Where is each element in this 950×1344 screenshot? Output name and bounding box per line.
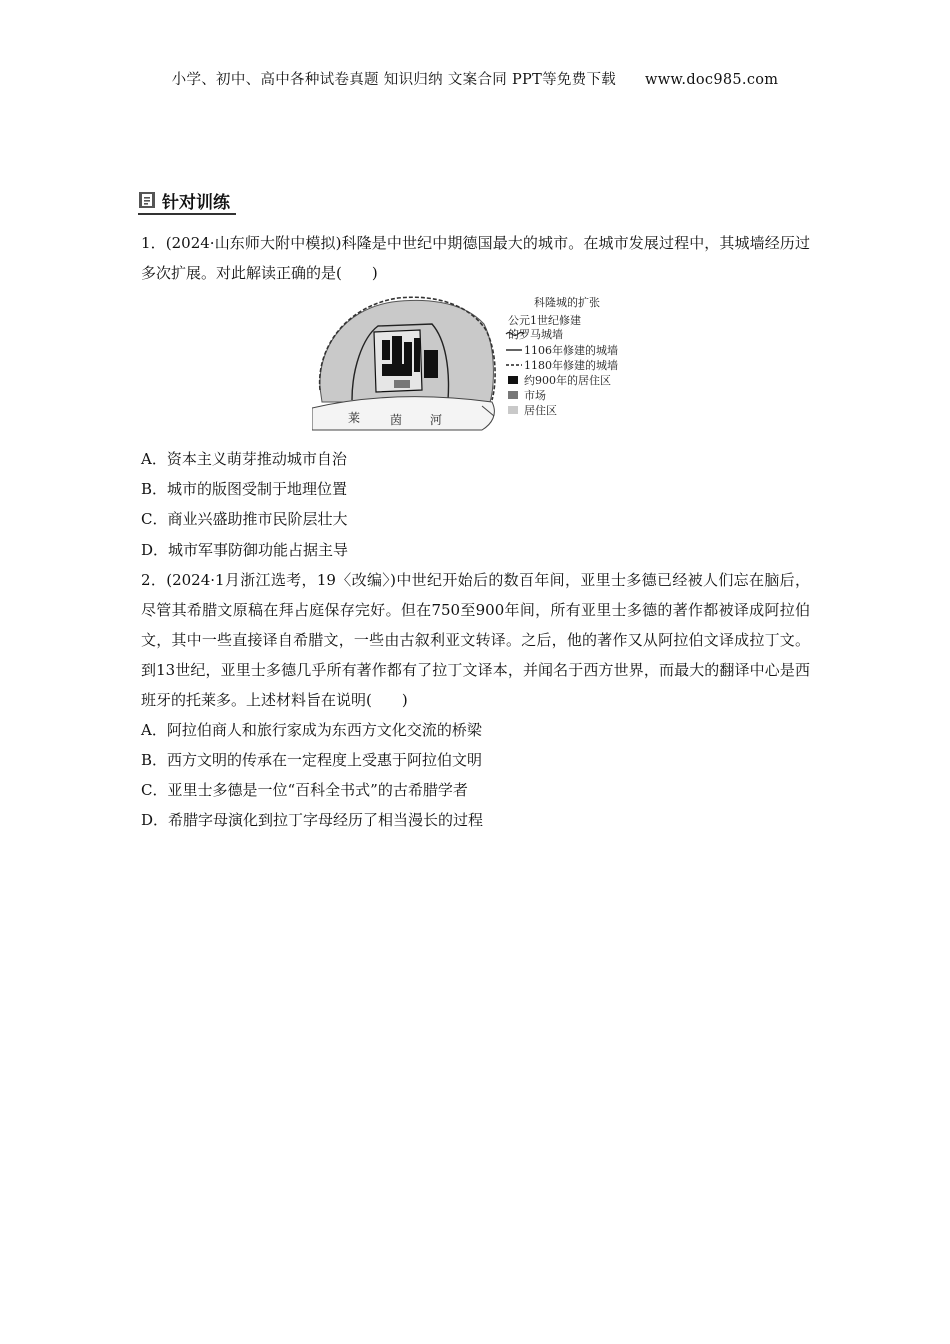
question-1-stem xyxy=(141,228,810,288)
question-1-option: A．资本主义萌芽推动城市自治 xyxy=(141,450,347,468)
legend-900-symbol xyxy=(508,376,518,384)
map-title: 科隆城的扩张 xyxy=(534,296,600,309)
question-text: 科隆是中世纪中期德国最大的城市。在城市发展过程中，其城墙经历过多次扩展。对此解读正确的是( ) xyxy=(141,234,810,282)
legend-residential-symbol xyxy=(508,406,518,414)
document-icon xyxy=(138,191,156,209)
residence-900-block xyxy=(382,364,412,376)
river-label-char: 莱 xyxy=(348,411,361,425)
question-number: 2． xyxy=(141,570,167,589)
question-1-option: B．城市的版图受制于地理位置 xyxy=(141,480,348,499)
legend-label: 市场 xyxy=(524,389,546,402)
question-list xyxy=(141,228,810,836)
question-2-stem xyxy=(141,565,810,715)
section-heading xyxy=(138,188,236,215)
question-2-option: C．亚里士多德是一位“百科全书式”的古希腊学者 xyxy=(141,781,468,800)
legend-label: 1180年修建的城墙 xyxy=(524,359,618,372)
market-block xyxy=(394,380,410,388)
residence-900-block xyxy=(382,340,390,360)
header-text: 小学、初中、高中各种试卷真题 知识归纳 文案合同 PPT等免费下载 xyxy=(171,72,617,88)
question-1-option: D．城市军事防御功能占据主导 xyxy=(141,540,349,559)
legend-label: 约900年的居住区 xyxy=(524,374,611,387)
cologne-map xyxy=(312,290,642,438)
residence-900-block xyxy=(404,342,412,366)
legend-label: 居住区 xyxy=(524,404,557,417)
page-header xyxy=(0,68,950,89)
river-label-char: 茵 xyxy=(390,413,403,427)
question-number: 1． xyxy=(141,234,166,252)
cologne-map-figure xyxy=(141,290,810,438)
residence-900-block xyxy=(424,350,438,378)
legend-market-symbol xyxy=(508,391,518,399)
header-site: www.doc985.com xyxy=(645,72,779,88)
question-source: (2024·1月浙江选考，19〈改编〉) xyxy=(166,570,396,589)
residence-900-block xyxy=(414,338,420,372)
legend-label: 公元1世纪修建 xyxy=(508,314,581,327)
legend-label: 的罗马城墙 xyxy=(508,328,563,341)
section-title: 针对训练 xyxy=(162,192,230,213)
legend-label: 1106年修建的城墙 xyxy=(524,344,618,357)
question-source: (2024·山东师大附中模拟) xyxy=(165,234,342,252)
residence-900-block xyxy=(392,336,402,366)
question-2-option: D．希腊字母演化到拉丁字母经历了相当漫长的过程 xyxy=(141,811,484,830)
question-1-option: C．商业兴盛助推市民阶层壮大 xyxy=(141,510,348,529)
question-text: 中世纪开始后的数百年间，亚里士多德已经被人们忘在脑后，尽管其希腊文原稿在拜占庭保存完好。但在750至900年间，所有亚里士多德的著作都被译成阿拉伯文，其中一些直接译自希腊文，一些由古叙利亚文转译。之后，他的著作又从阿拉伯文译成拉丁文。到13世纪，亚里士多德几乎所有著作都有了拉丁文译本，并闻名于西方世界，而最大的翻译中心是西班牙的托莱多。上述材料旨在说明( ) xyxy=(141,570,810,709)
question-2-option: B．西方文明的传承在一定程度上受惠于阿拉伯文明 xyxy=(141,751,483,770)
question-2-option: A．阿拉伯商人和旅行家成为东西方文化交流的桥梁 xyxy=(141,720,482,739)
river-label-char: 河 xyxy=(430,413,443,427)
